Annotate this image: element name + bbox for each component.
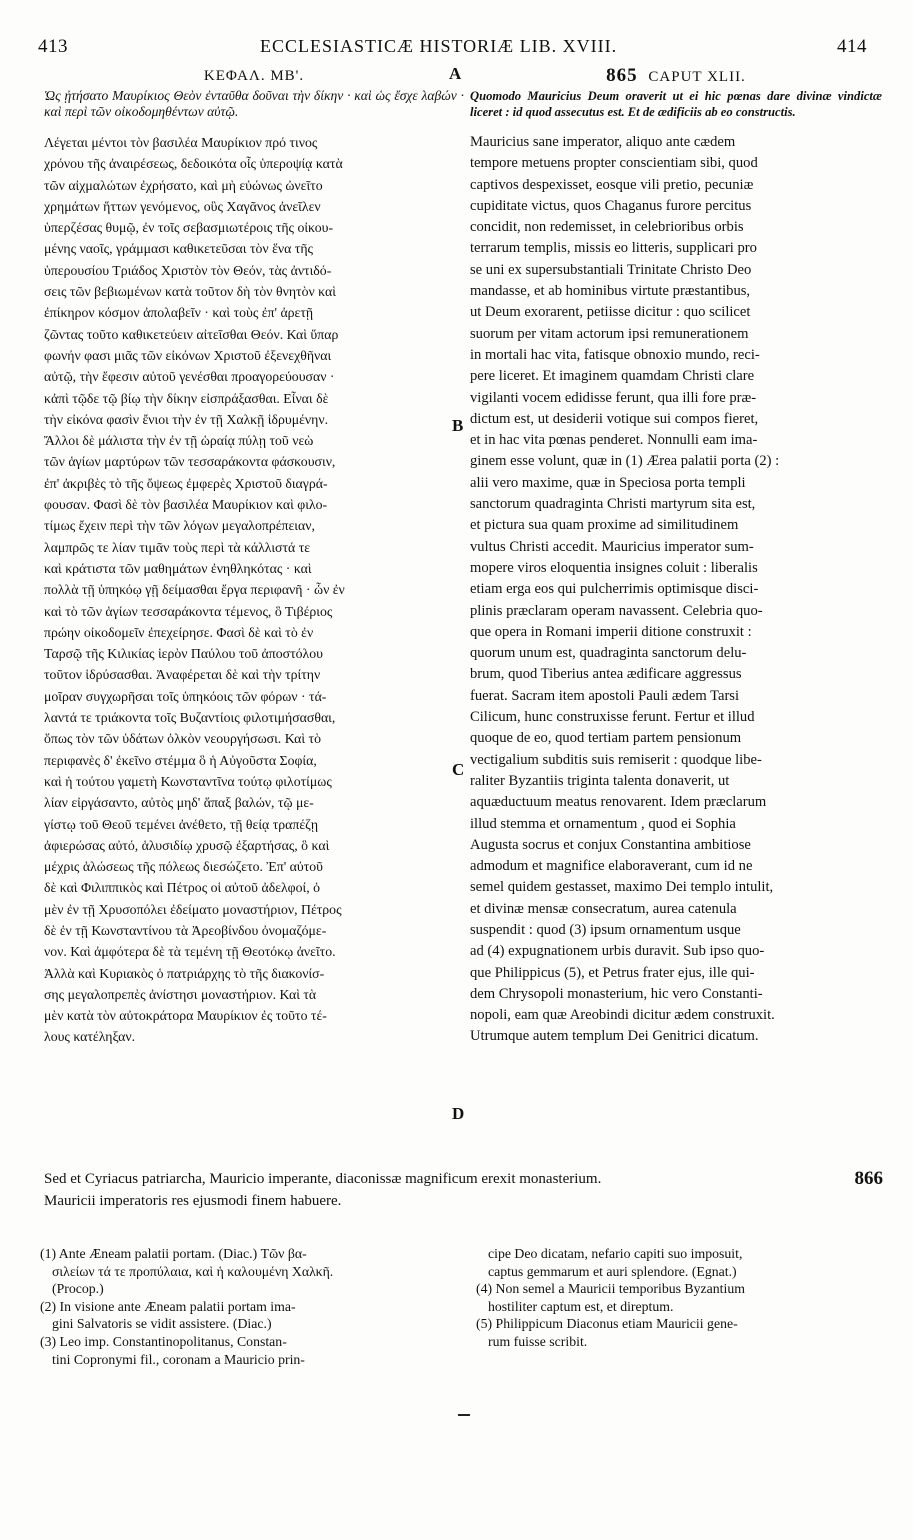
greek-text-line: μέχρις ἁλώσεως τῆς πόλεως διεσώζετο. Ἐπ' αὐτοῦ — [44, 859, 323, 875]
latin-text-line: que Philippicus (5), et Petrus frater ejus, ille qui- — [470, 964, 755, 981]
footnote-line: rum fuisse scribit. — [488, 1333, 588, 1349]
greek-text-line: καὶ τὸ τῶν ἁγίων τεσσαράκοντα τέμενος, ὃ Τιβέριος — [44, 603, 333, 619]
latin-text-line: nopoli, eam quæ Areobindi dicitur ædem construxit. — [470, 1007, 775, 1024]
greek-text-line: πολλὰ τῇ ὑπηκόῳ γῇ δείμασθαι ἔργα περιφανῆ · ὧν ἐν — [44, 582, 345, 598]
full-width-text — [44, 1168, 884, 1212]
greek-text-line: τὴν εἰκόνα φασὶν ἔνιοι τὴν ἐν τῇ Χαλκῇ ἱδρυμένην. — [44, 411, 329, 427]
latin-text-line: quorum unum est, quadraginta sanctorum delu- — [470, 645, 747, 662]
greek-text-line: ἐπίκηρον κόσμον ἀπολαβεῖν · καὶ τοὺς ἐπ' ἀρετῇ — [44, 305, 314, 321]
greek-text-line: ἀφιερώσας αὐτό, ἁλυσιδίῳ χρυσῷ ἐξαρτήσας, ὃ καὶ — [44, 837, 330, 853]
footnote-line: (3) Leo imp. Constantinopolitanus, Constan- — [40, 1333, 287, 1349]
latin-text-line: dictum est, ut desiderii votique sui compos fieret, — [470, 410, 759, 427]
greek-text-line: ὑπερουσίου Τριάδος Χριστὸν τὸν Θεόν, τὰς ἀντιδό- — [44, 262, 332, 278]
latin-text-line: illud stemma et ornamentum , quod ei Sophia — [470, 815, 736, 832]
greek-text-line: καὶ ἡ τούτου γαμετὴ Κωνσταντῖνα τούτῳ φιλοτίμως — [44, 773, 332, 789]
latin-text-line: Mauricius sane imperator, aliquo ante cædem — [470, 134, 736, 150]
left-page-number: 413 — [38, 36, 68, 57]
latin-text-line: concidit, non redemisset, in celebrioribus orbis — [470, 219, 744, 236]
latin-text-line: vultus Christi accedit. Mauricius imperator sum- — [470, 538, 754, 555]
latin-column — [470, 66, 882, 1048]
greek-column — [44, 66, 464, 1048]
latin-text-line: aquæductuum meatus renovarent. Idem præclarum — [470, 794, 767, 811]
page-end-dash — [458, 1414, 470, 1416]
latin-text-line: Utrumque autem templum Dei Genitrici dicatum. — [470, 1028, 759, 1045]
greek-text-line: δὲ ἐν τῇ Κωνσταντίνου τὰ Ἀρεοβίνδου ὀνομαζόμε- — [44, 922, 327, 938]
greek-text-line: ἐπ' ἀκριβὲς τὸ τῆς ὄψεως ἐμφερὲς Χριστοῦ διαγρά- — [44, 475, 328, 491]
latin-text-line: pere liceret. Et imaginem quamdam Christi clare — [470, 368, 755, 385]
latin-text-line: tempore metuens propter conscientiam sibi, quod — [470, 155, 758, 172]
greek-text-line: κἀπὶ τῷδε τῷ βίῳ τὴν δίκην εἰσπράξασθαι. Εἶναι δὲ — [44, 390, 329, 406]
greek-text-line: Ἀλλὰ καὶ Κυριακὸς ὁ πατριάρχης τὸ τῆς διακονίσ- — [44, 965, 325, 981]
greek-text-line: φωνήν φασι μιᾶς τῶν εἰκόνων Χριστοῦ ἐξενεχθῆναι — [44, 347, 332, 363]
latin-text-line: captivos despexisset, eosque vili pretio, pecuniæ — [470, 176, 754, 193]
latin-text-line: sanctorum quadraginta Christi martyrum sita est, — [470, 496, 756, 513]
greek-text — [44, 132, 464, 1048]
greek-text-line: σης μεγαλοπρεπὲς ἀνίστησι μοναστήριον. Καὶ τὰ — [44, 986, 317, 1002]
greek-text-line: μὲν κατὰ τὸν αὐτοκράτορα Μαυρίκιον ἐς τοῦτο τέ- — [44, 1008, 327, 1024]
greek-text-line: ὅπως τὸν τῶν ὑδάτων ὁλκὸν νεουργήσωσι. Καὶ τὸ — [44, 731, 321, 747]
latin-text-line: semel quidem gestasset, maximo Dei templo intulit, — [470, 879, 774, 896]
footnote-line: (1) Ante Æneam palatii portam. (Diac.) Τῶν βα- — [40, 1246, 307, 1261]
latin-text-line: terrarum templis, missis eo litteris, supplicari pro — [470, 240, 757, 257]
footnote-line: σιλείων τά τε προπύλαια, καὶ ἡ καλουμένη Χαλκῆ. — [52, 1263, 334, 1279]
latin-text-line: alii vero maxime, quæ in Speciosa porta templi — [470, 474, 746, 491]
latin-text-line: et in hac vita pœnas penderet. Nonnulli eam ima- — [470, 432, 758, 449]
greek-text-line: περιφανὲς δ' ἐκεῖνο στέμμα ὃ ἡ Αὐγοῦστα Σοφία, — [44, 752, 317, 768]
margin-letter-a: A — [449, 64, 462, 83]
latin-text-line: suspendit : quod (3) ipsum ornamentum usque — [470, 921, 741, 938]
margin-letter-b: B — [452, 416, 464, 435]
greek-text-line: τῶν ἁγίων μαρτύρων τῶν τεσσαράκοντα φάσκουσιν, — [44, 454, 336, 470]
latin-chapter-heading — [470, 66, 882, 86]
greek-text-line: γίστῳ τοῦ Θεοῦ τεμένει ἀνέθετο, τῇ θείᾳ τραπέζῃ — [44, 816, 319, 832]
footnote-line: cipe Deo dicatam, nefario capiti suo imposuit, — [488, 1246, 743, 1261]
greek-text-line: πρώην οἰκοδομεῖν ἐπεχείρησε. Φασὶ δὲ καὶ τὸ ἐν — [44, 624, 314, 640]
latin-text — [470, 132, 882, 1048]
latin-text-line: dem Chrysopoli monasterium, hic vero Constanti- — [470, 985, 763, 1002]
latin-text-line: suorum per vitam actorum ipsi remunerationem — [470, 325, 749, 342]
greek-text-line: λαντά τε τριάκοντα τοῖς Βυζαντίοις φιλοτιμήσασθαι, — [44, 710, 336, 726]
right-page-number: 414 — [837, 36, 867, 57]
footnote-line: hostiliter captum est, et direptum. — [488, 1298, 674, 1314]
greek-text-line: Λέγεται μέντοι τὸν βασιλέα Μαυρίκιον πρό τινος — [44, 135, 318, 150]
latin-chapter-summary: Quomodo Mauricius Deum oraverit ut ei hic pœnas dare divinæ vindictæ liceret : id quod assecutus est. Et de ædificiis ab eo constructis. — [470, 89, 882, 119]
latin-text-line: ginem esse volunt, quæ in (1) Ærea palatii porta (2) : — [470, 453, 780, 470]
latin-text-line: quoque de eo, quod tertiam partem pensionum — [470, 730, 742, 747]
full-width-line: Sed et Cyriacus patriarcha, Mauricio imperante, diaconissæ magnificum erexit monasterium. — [44, 1171, 602, 1187]
footnote-line: captus gemmarum et auri splendore. (Egnat.) — [488, 1263, 737, 1279]
latin-text-line: brum, quod Tiberius antea ædificare aggressus — [470, 666, 742, 683]
latin-text-line: ut Deum exorarent, petiisse dicitur : quo scilicet — [470, 304, 751, 321]
latin-text-line: et divinæ mensæ consecratum, aurea catenula — [470, 900, 737, 917]
greek-text-line: μοῖραν συγχωρῆσαι τοῖς ὑπηκόοις τῶν φόρων · τά- — [44, 688, 327, 704]
latin-text-line: raliter Byzantiis triginta talenta donaverit, ut — [470, 772, 730, 789]
greek-text-line: χρημάτων ἥττων γενόμενος, οὓς Χαγᾶνος ἀνεῖλεν — [44, 198, 321, 214]
margin-letter-c: C — [452, 760, 465, 779]
greek-text-line: ζῶντας τοῦτο καθικετεύειν αἰτεῖσθαι Θεόν. Καὶ ὕπαρ — [44, 326, 339, 342]
greek-text-line: σεις τῶν βεβιωμένων κατὰ τοῦτον δὴ τὸν θνητὸν καὶ — [44, 284, 336, 300]
latin-text-line: admodum et magnifice elaboraverant, cum id ne — [470, 858, 753, 875]
greek-text-line: Ταρσῷ τῆς Κιλικίας ἱερὸν Παύλου τοῦ ἀποστόλου — [44, 646, 323, 662]
greek-text-line: μὲν ἐν τῇ Χρυσοπόλει ἐδείματο μοναστήριον, Πέτρος — [44, 901, 342, 917]
greek-text-line: χρόνου τῆς ἀναιρέσεως, δεδοικότα οἷς ὑπεροψίᾳ κατὰ — [44, 156, 343, 172]
latin-text-line: mopere viros eloquentia insignes coluit : liberalis — [470, 559, 758, 576]
footnotes-right — [476, 1245, 886, 1351]
column-number-866: 866 — [854, 1168, 883, 1189]
latin-text-line: vectigalium subditis suis remiserit : quodque libe- — [470, 751, 762, 768]
latin-text-line: cupiditate victus, quos Chaganus furore percitus — [470, 197, 752, 214]
footnote-line: (2) In visione ante Æneam palatii portam ima- — [40, 1298, 296, 1314]
footnote-line: gini Salvatoris se vidit assistere. (Diac.) — [52, 1316, 272, 1332]
greek-text-line: φουσαν. Φασὶ δὲ τὸν βασιλέα Μαυρίκιον καὶ φιλο- — [44, 497, 328, 513]
greek-text-line: τῶν αἰχμαλώτων ἐχρήσατο, καὶ μὴ εὐώνως ὠνεῖτο — [44, 177, 323, 193]
latin-text-line: Augusta socrus et conjux Constantina ambitiose — [470, 836, 751, 853]
greek-chapter-title: ΚΕΦΑΛ. ΜΒ'. — [203, 68, 305, 84]
greek-text-line: τίμως ἔχειν περὶ τὴν τῶν λόγων μεγαλοπρέπειαν, — [44, 518, 315, 534]
latin-text-line: Cilicum, hunc construxisse ferunt. Fertur et illud — [470, 709, 755, 726]
latin-text-line: et pictura sua quam proxime ad similitudinem — [470, 517, 739, 534]
latin-text-line: mandasse, et ab hominibus virtute præstantibus, — [470, 283, 751, 300]
latin-text-line: etiam erga eos qui pulcherrimis optimisque disci- — [470, 581, 759, 598]
footnote-line: tini Copronymi fil., coronam a Mauricio prin- — [52, 1351, 305, 1367]
greek-text-line: τοῦτον ἱδρύσασθαι. Ἀναφέρεται δὲ καὶ τὴν τρίτην — [44, 667, 321, 683]
footnotes-left — [40, 1245, 460, 1368]
footnote-line: (4) Non semel a Mauricii temporibus Byzantium — [476, 1281, 745, 1297]
full-width-line: Mauricii imperatoris res ejusmodi finem habuere. — [44, 1193, 342, 1209]
greek-text-line: καὶ κράτιστα τῶν μαθημάτων ἐνηθληκότας · καὶ — [44, 560, 312, 576]
latin-text-line: se uni ex supersubstantiali Trinitate Christo Deo — [470, 261, 752, 278]
greek-text-line: νον. Καὶ ἀμφότερα δὲ τὰ τεμένη τῇ Θεοτόκῳ ἀνεῖτο. — [44, 944, 336, 960]
greek-text-line: δὲ καὶ Φιλιππικὸς καὶ Πέτρος οἱ αὐτοῦ ἀδελφοί, ὁ — [44, 880, 321, 896]
latin-text-line: que opera in Romani imperii ditione construxit : — [470, 623, 752, 640]
margin-letter-d: D — [452, 1104, 465, 1123]
greek-text-line: ὑπερζέσας θυμῷ, ἐν τοῖς σεβασμιωτέροις τῆς οἰκου- — [44, 220, 334, 236]
greek-chapter-summary: Ὡς ᾐτήσατο Μαυρίκιος Θεὸν ἐνταῦθα δοῦναι τὴν δίκην · καὶ ὡς ἔσχε λαβών · καὶ περὶ τῶν οἰκοδομηθέντων αὐτῷ. — [44, 88, 464, 119]
greek-text-line: λίαν εἰργάσαντο, αὐτὸς μηδ' ἅπαξ βαλών, τῷ με- — [44, 795, 314, 811]
latin-text-line: plinis præclaram operam navassent. Celebria quo- — [470, 602, 763, 619]
greek-text-line: Ἄλλοι δὲ μάλιστα τὴν ἐν τῇ ὡραίᾳ πύλῃ τοῦ νεὼ — [44, 433, 314, 449]
greek-text-line: αὐτῷ, τὴν ἔφεσιν αὐτοῦ γενέσθαι προαγορεύουσαν · — [44, 369, 335, 385]
greek-text-line: λαμπρῶς τε λίαν τιμᾶν τοὺς περὶ τὰ κάλλιστά τε — [44, 539, 311, 555]
footnote-line: (5) Philippicum Diaconus etiam Mauricii gene- — [476, 1316, 738, 1332]
greek-text-line: μένης ναοῖς, γράμμασι καθικετεῦσαι τὸν ἕνα τῆς — [44, 241, 314, 257]
greek-text-line: λους κατέληξαν. — [44, 1029, 136, 1045]
latin-chapter-title: CAPUT XLII. — [648, 69, 746, 85]
latin-text-line: in mortali hac vita, fatisque obnoxio mundo, reci- — [470, 346, 760, 363]
footnote-line: (Procop.) — [52, 1281, 104, 1297]
running-title: ECCLESIASTICÆ HISTORIÆ LIB. XVIII. — [260, 36, 618, 56]
latin-text-line: ad (4) expugnationem urbis duravit. Sub ipso quo- — [470, 943, 765, 960]
column-number-865: 865 — [606, 65, 638, 86]
latin-text-line: vigilanti vocem edidisse ferunt, qua illi fore præ- — [470, 389, 757, 406]
latin-text-line: fuerat. Sacram item apostoli Pauli ædem Tarsi — [470, 687, 740, 704]
